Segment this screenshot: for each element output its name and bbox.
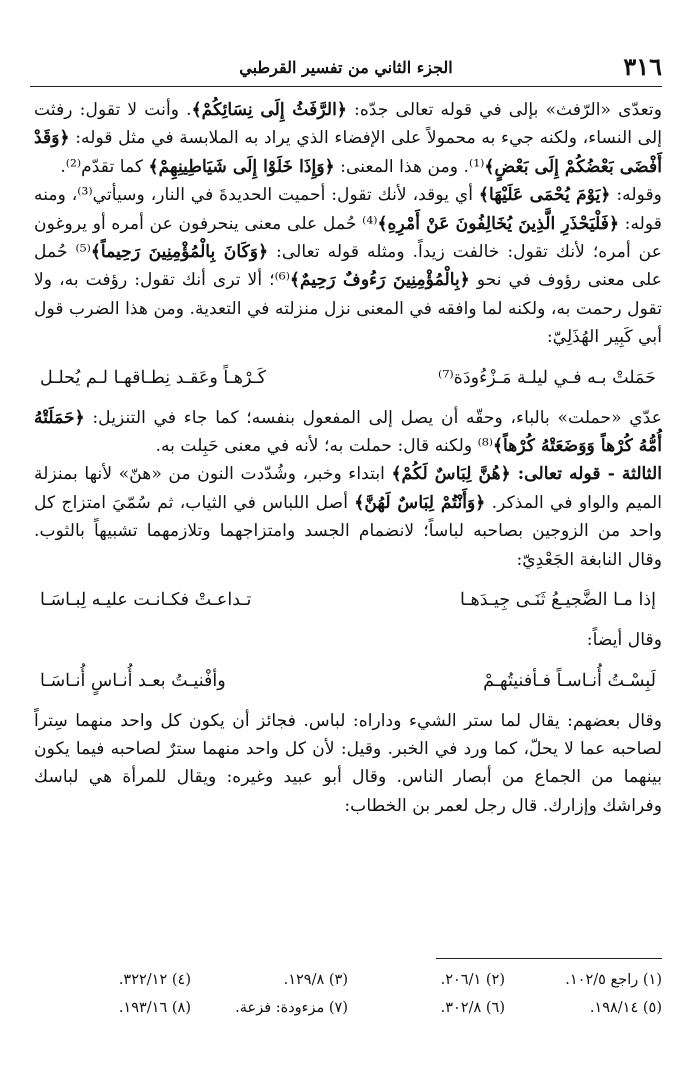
footnote-row <box>34 994 662 1022</box>
verse-hemistich-second: تـداعـتْ فكـانـت عليـه لِبـاسَـا <box>40 590 252 611</box>
verse-hemistich-first: لَبِسْـتُ أُنـاسـاً فـأفنيتُهـمْ <box>483 670 656 691</box>
paragraph-5 <box>34 626 662 654</box>
footnote: (٣) ١٢٩/٨. <box>283 972 348 988</box>
text-segment: وقال أيضاً: <box>586 630 662 651</box>
poetry-verse <box>40 364 656 392</box>
quran-quote: ﴿هُنَّ لِبَاسٌ لَكُمْ﴾ <box>391 464 511 485</box>
paragraph-4 <box>34 460 662 574</box>
verse-hemistich-first: إذا مـا الضَّجيـعُ ثَنَـى جِيـدَهـا <box>460 590 656 611</box>
paragraph-2 <box>34 181 662 351</box>
footnotes <box>34 966 662 1022</box>
quran-quote: ﴿وَقَدْ أَفْضَى بَعْضُكُمْ إِلَى بَعْضٍ﴾ <box>34 128 662 177</box>
text-segment: ⁽¹⁾. ومن هذا المعنى: <box>334 156 485 177</box>
text-segment: ⁽⁸⁾ ولكنه قال: حملت به؛ لأنه في معنى حَبِلت به. <box>155 436 493 457</box>
text-segment: ⁽⁶⁾؛ ألا ترى أنك تقول: رؤفت به، ولا تقول رحمت به، ولكنه لما وافقه في المعنى نزل منزلته في التعدية. ومن هذا الضرب قول أبي كَبِير الهُذَلِيّ: <box>34 270 662 348</box>
quran-quote: ﴿بِالْمُؤْمِنِينَ رَءُوفٌ رَحِيمٌ﴾ <box>289 270 470 291</box>
quran-quote: ﴿الرَّفَثُ إِلَى نِسَائِكُمْ﴾ <box>191 100 347 120</box>
quran-quote: ﴿فَلْيَحْذَرِ الَّذِينَ يُخَالِفُونَ عَنْ أَمْرِهِ﴾ <box>377 213 620 234</box>
paragraph-6 <box>34 707 662 821</box>
verse-hemistich-first: حَمَلتْ بـه فـي ليلـة مَـزْءُودَة⁽⁷⁾ <box>438 367 656 388</box>
quran-quote: ﴿يَوْمَ يُحْمَى عَلَيْهَا﴾ <box>478 185 611 206</box>
text-segment: أصل اللباس في الثياب، ثم سُمّيَ امتزاج كل واحد من الزوجين بصاحبه لباساً؛ لانضمام الجسد وامتزاجهما وتلازمهما تشبيهاً بالثوب. وقال النابغة الجَعْدِيّ: <box>34 492 662 570</box>
verse-hemistich-second: وأفْنيـتُ بعـد أُنـاسٍ أُنـاسَـا <box>40 670 226 691</box>
running-header <box>30 52 662 87</box>
running-title: الجزء الثاني من تفسير القرطبي <box>239 58 453 77</box>
quran-quote: ﴿وَإِذَا خَلَوْا إِلَى شَيَاطِينِهِمْ﴾ <box>148 156 335 177</box>
text-segment: وقوله: <box>610 185 662 206</box>
page-number: ٣١٦ <box>623 52 662 81</box>
quran-quote: ﴿حَمَلَتْهُ أُمُّهُ كُرْهاً وَوَضَعَتْهُ كُرْهاً﴾ <box>34 407 662 457</box>
poetry-verse <box>40 667 656 695</box>
main-text <box>34 96 662 820</box>
text-segment: ابتداء وخبر، وشُدّدت النون من «هنّ» لأنها بمنزلة الميم والواو في المذكر. <box>34 464 663 513</box>
footnote: (٤) ٣٢٢/١٢. <box>118 972 191 988</box>
verse-hemistich-second: كَـرْهـاً وعَقـد نِطـاقهـا لـم يُحلـل <box>40 367 267 388</box>
quran-quote: ﴿وَكَانَ بِالْمُؤْمِنِينَ رَحِيماً﴾ <box>90 242 269 263</box>
footnote: (٦) ٣٠٢/٨. <box>440 1000 505 1016</box>
poetry-verse <box>40 586 656 614</box>
footnote: (٢) ٢٠٦/١. <box>440 972 505 988</box>
text-segment: . وأنت لا تقول: رفثت إلى النساء، ولكنه جيء به محمولاً على الإفضاء الذي يراد به الملابسة في مثل قوله: <box>34 100 662 149</box>
text-segment: وتعدّى «الرّفث» بإلى في قوله تعالى جدّه: <box>346 100 663 120</box>
footnote-row <box>34 966 662 994</box>
footnote: (١) راجع ١٠٢/٥. <box>565 972 662 988</box>
text-segment: ⁽⁴⁾ حُمل على معنى ينحرفون عن أمره أو يروغون عن أمره؛ لأنك تقول: خالفت زيداً. ومثله قوله تعالى: <box>34 213 662 263</box>
text-segment: كما تقدّم⁽²⁾. <box>60 156 149 177</box>
footnote: (٥) ١٩٨/١٤. <box>589 1000 662 1016</box>
paragraph-3 <box>34 404 662 461</box>
footnote-divider <box>436 958 662 959</box>
paragraph-1 <box>34 96 662 181</box>
quran-quote: ﴿وَأَنْتُمْ لِبَاسٌ لَهُنَّ﴾ <box>354 492 486 513</box>
footnote: (٨) ١٩٣/١٦. <box>118 1000 191 1016</box>
text-segment: أي يوقد، لأنك تقول: أحميت الحديدةَ في النار، وسيأتي⁽³⁾، ومنه قوله: <box>34 185 662 234</box>
section-heading: الثالثة - قوله تعالى: <box>510 464 662 485</box>
text-segment: عدّي «حملت» بالباء، وحقّه أن يصل إلى المفعول بنفسه؛ كما جاء في التنزيل: <box>84 407 662 428</box>
footnote: (٧) مزءودة: فزعة. <box>235 1000 348 1016</box>
text-segment: ⁽⁵⁾ حُمل على معنى رؤوف في نحو <box>34 242 662 291</box>
text-segment: وقال بعضهم: يقال لما ستر الشيء وداراه: لباس. فجائز أن يكون كل واحد منهما سِتراً لصاحبه عما لا يحلّ، كما ورد في الخبر. وقيل: لأن كل واحد منهما سترٌ لصاحبه فيما يكون بينهما من الجماع من أبصار الناس. وقال أبو عبيد وغيره: ويقال للمرأة هي لباسك وفراشك وإزارك. قال رجل لعمر بن الخطاب: <box>34 710 662 816</box>
